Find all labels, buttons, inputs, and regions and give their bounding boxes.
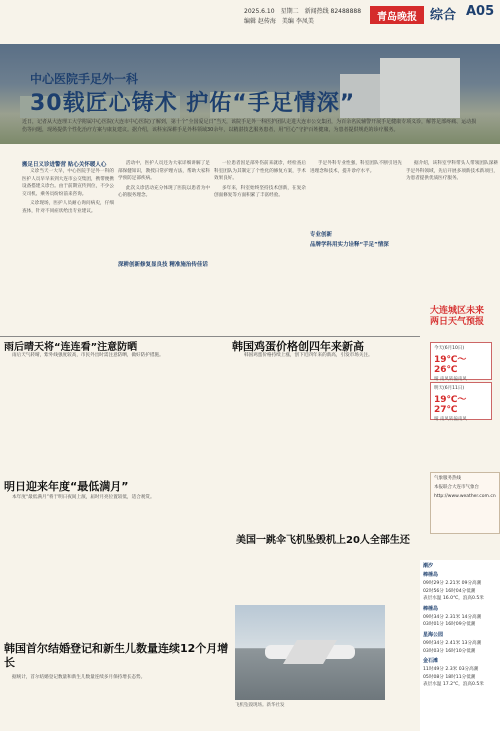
weather-title: 大连城区未来两日天气预报 [430,306,485,327]
subhead-3: 专业创新 [310,232,333,238]
header-editors: 编辑 赵传海 美编 李凤美 [244,18,314,25]
weather-service-ad: 气象服务热线 本报联合大连市气象台 http://www.weather.com.cn [430,472,500,534]
egg-article-body: 韩国鸡蛋价格持续上涨，创下近四年来的新高，引发市场关注。 [244,353,373,358]
lead-column-1: 义诊当天一大早，中心医院手足外一科的医护人员早早来到大连市公交集团，携带便携设备搭建义诊台。由于前期宣传到位，不少公交司机、乘务员纷纷前来咨询。 义诊现场，医护人员耐心询问病史，仔细查体，针对不同症状给出专业建议。 [22,169,114,214]
cold-moon-body: 本年度“最低满月”将于明日夜间上演，届时月亮位置较低，适合观赏。 [12,495,155,500]
masthead [0,0,500,45]
lead-paragraph: 近日，记者从大连理工大学附属中心医院(大连市中心医院)了解到，第十个“全国爱足日”当天，该院手足外一科医护团队走进大连市公交集团，为百余名民辅警开展手足健康专项义诊，解答足部疼痛、运动损伤等问题，现场提供个性化治疗方案与康复建议。据介绍，该科室深耕手足外科领域30余年，以精湛技艺服务患者，用“匠心”守护百姓健康，为患者提供规范的诊疗服务。 [22,119,477,133]
section-title: 综合 [430,8,457,23]
page-number: A05 [466,4,495,19]
subhead-4: 品牌学科用实力诠释“手足”情深 [310,242,389,248]
lead-column-2: 活动中，医护人员还为大家详细讲解了足部保健知识，教授日常护理方法，帮助大家科学预防足部疾病。 此次义诊活动充分体现了医院以患者为中心的服务理念。 [118,161,210,199]
marriage-article-title: 韩国首尔结婚登记和新生儿数量连续12个月增长 [4,642,229,669]
lead-headline: 30载匠心铸术 护佑“手足情深” [30,91,356,116]
rain-article-body: 雨后天气转晴，紫外线强度较高，市民外出时需注意防晒，做好防护措施。 [12,353,164,358]
plane-photo-caption: 飞机坠毁现场。新华社发 [235,703,285,708]
subhead-2: 深耕创新修复显良技 精准施治传佳话 [118,262,208,268]
lead-column-4: 手足外科专业性强，科室团队不断引进先进理念和技术，提升诊疗水平。 [310,161,402,174]
tide-title: 潮汐 [423,563,434,569]
plane-article-title: 美国一跳伞飞机坠毁机上20人全部生还 [236,535,410,546]
weather-tomorrow: 明天(6月11日) 19℃～27℃ 晴 南风转偏南风 [430,382,492,420]
marriage-article-body: 据统计，首尔结婚登记数量和新生儿数量连续多月保持增长态势。 [12,675,146,680]
rain-article-title: 雨后晴天将“连连看”注意防晒 [4,342,138,353]
tide-table: 潮汐 棒棰岛 09时29分 2.21米 09分高潮 02时56分 16时04分低潮 表层水温 16.0℃，浪高0.5米 棒棰岛 09时34分 2.31米 14分高潮 03时01分 16时09分低潮 星海公园 09时34分 2.41米 13分高潮 03时03分 16时10分低潮 金石滩 11时49分 2.3米 03分高潮 05时08分 18时11分低潮 表层水温 17.2℃，浪高0.5米 [420,560,500,731]
weather-today: 今天(6月10日) 19℃～26℃ 晴 南风转偏南风 [430,342,492,380]
weather-forecast [430,306,500,422]
cold-moon-title: 明日迎来年度“最低满月” [4,480,129,493]
lead-kicker: 中心医院手足外一科 [30,72,139,86]
plane-crash-photo [235,605,385,700]
lead-column-3: 一位患者因足部外伤前来就诊，经检查后科室团队为其制定了个性化的修复方案，手术效果良好。 多年来，科室始终坚持技术创新，在复杂创面修复等方面积累了丰富经验。 [214,161,306,199]
header-date: 2025.6.10 星期二 新闻热线 82488888 [244,8,362,15]
lead-column-5: 据介绍，该科室学科带头人带领团队深耕手足外科领域，先后开展多项新技术新项目，为患者提供优质医疗服务。 [406,161,498,182]
section-divider [0,336,420,337]
newspaper-logo: 青岛晚报 [370,6,424,24]
subhead-1: 搬足日义诊进警营 贴心关怀暖人心 [22,162,107,168]
egg-article-title: 韩国鸡蛋价格创四年来新高 [232,340,364,353]
